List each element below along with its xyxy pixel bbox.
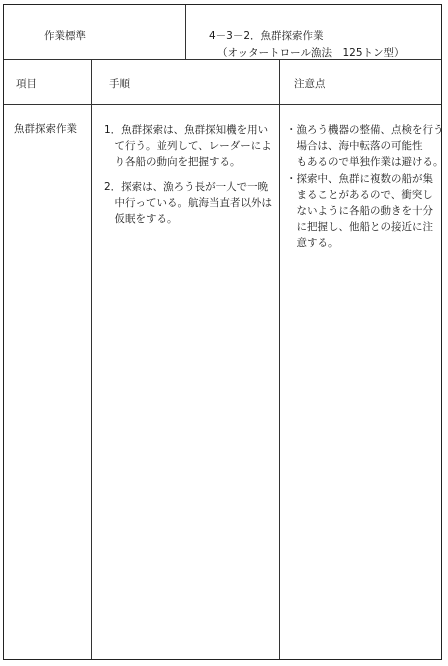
note-line: まることがあるので、衝突し	[286, 189, 433, 201]
document-title: 4－3－2．魚群探索作業	[209, 30, 324, 42]
procedure-line: り各船の動向を把握する。	[104, 156, 241, 168]
header-divider	[4, 104, 441, 105]
column-header-procedure: 手順	[109, 78, 130, 90]
note-line: に把握し、他船との接近に注	[286, 221, 433, 233]
row-item-name: 魚群探索作業	[14, 123, 77, 135]
note-line: ないように各船の動きを十分	[286, 205, 433, 217]
procedure-column-divider	[279, 59, 280, 659]
work-standard-sheet	[3, 4, 442, 660]
procedure-line: 仮眠をする。	[104, 213, 178, 225]
procedure-step-2	[104, 179, 272, 227]
note-line: もあるので単独作業は避ける。	[286, 156, 444, 168]
procedure-line: 2．探索は、漁ろう長が一人で一晩	[104, 181, 269, 193]
procedure-step-1	[104, 122, 272, 170]
title-column-divider	[185, 5, 186, 59]
note-line: 場合は、海中転落の可能性	[286, 140, 423, 152]
column-header-notes: 注意点	[294, 78, 326, 90]
column-header-item: 項目	[16, 78, 37, 90]
note-line: 意する。	[286, 237, 339, 249]
document-subtitle: （オッタートロール漁法 125トン型）	[217, 47, 405, 59]
item-column-divider	[91, 59, 92, 659]
procedure-line: 1．魚群探索は、魚群探知機を用い	[104, 124, 269, 136]
caution-note-2	[286, 171, 433, 251]
caution-note-1	[286, 122, 444, 170]
document-type-label: 作業標準	[44, 30, 86, 42]
note-line: ・探索中、魚群に複数の船が集	[286, 173, 433, 185]
procedure-line: て行う。並列して、レーダーによ	[104, 140, 272, 152]
note-line: ・漁ろう機器の整備、点検を行う	[286, 124, 444, 136]
procedure-line: 中行っている。航海当直者以外は	[104, 197, 272, 209]
